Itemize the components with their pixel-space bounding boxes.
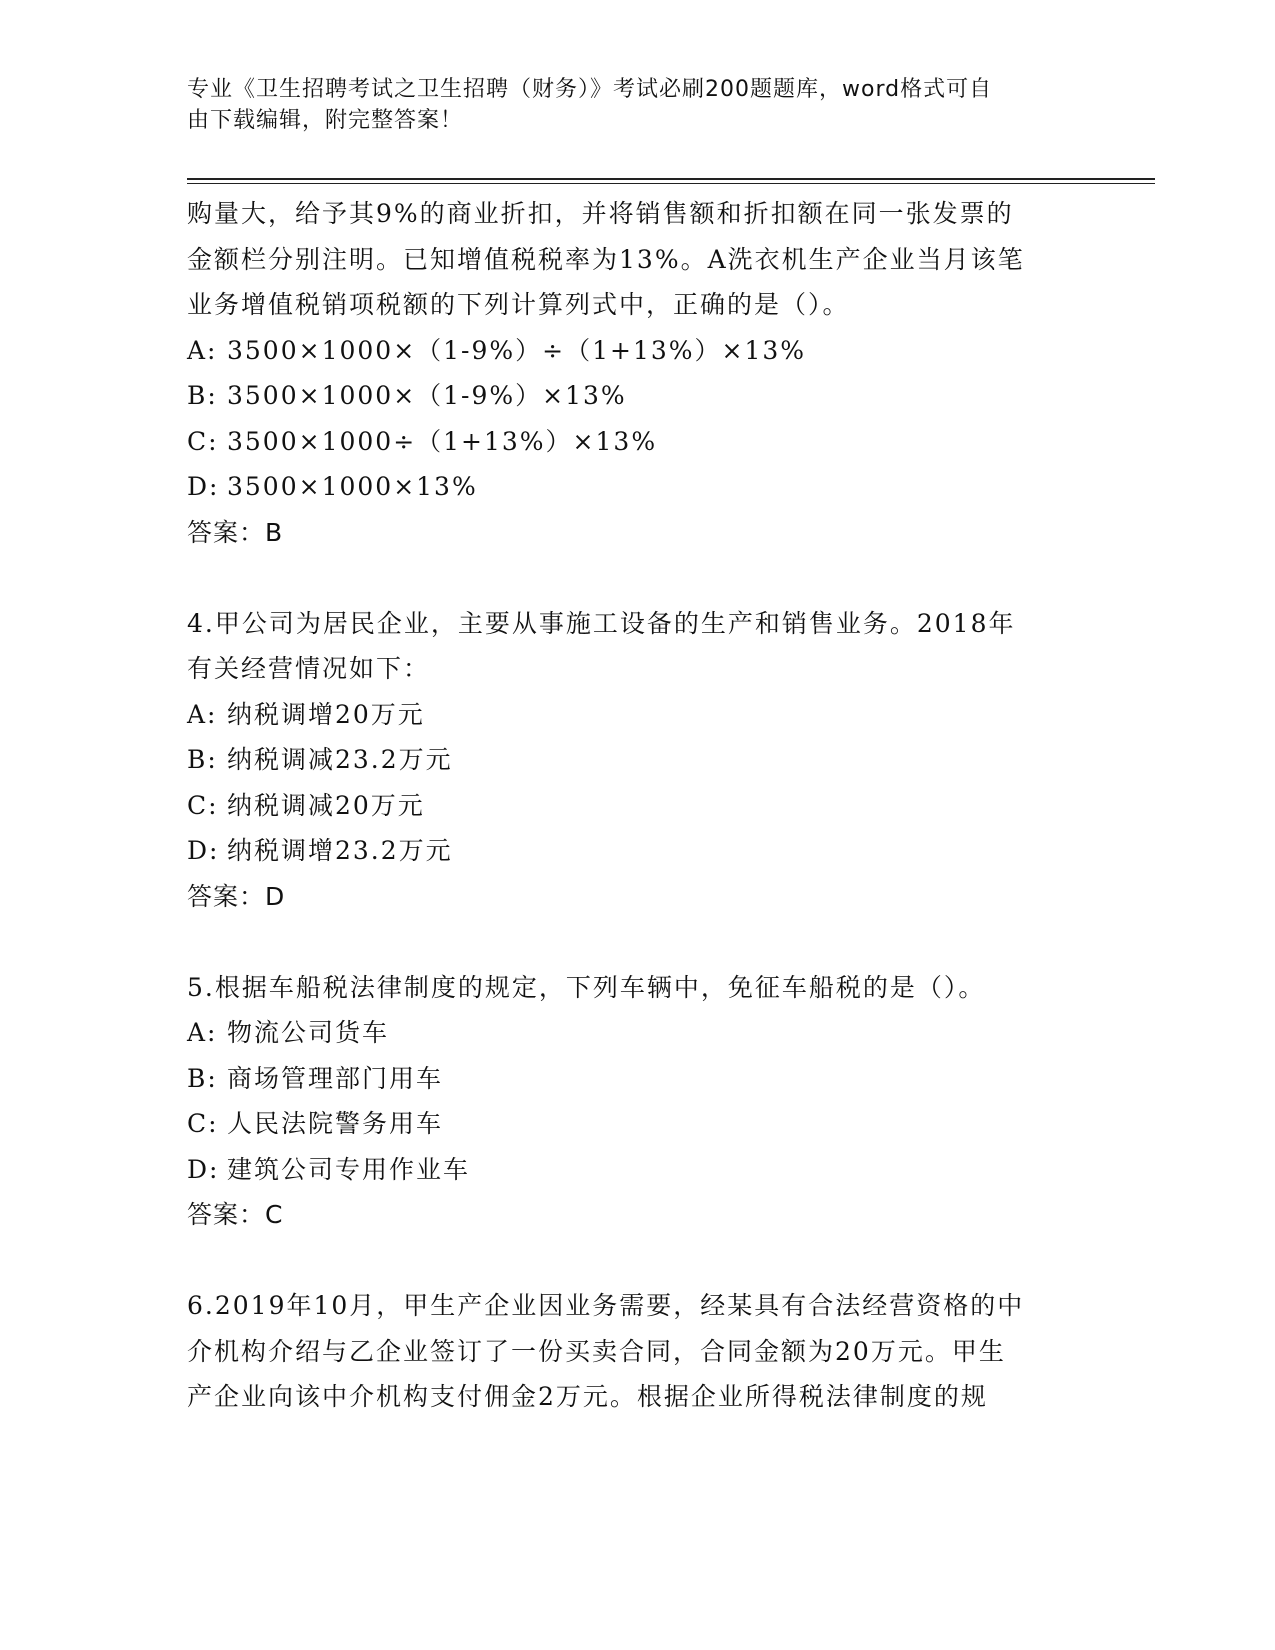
question-3 — [187, 191, 1087, 555]
option-b — [187, 373, 1087, 419]
question-5 — [187, 965, 1087, 1238]
spacer — [187, 919, 1087, 965]
header-line-1: 专业《卫生招聘考试之卫生招聘（财务）》考试必刷200题题库，word格式可自 — [187, 77, 993, 102]
question-6 — [187, 1283, 1087, 1420]
option-a — [187, 692, 1087, 738]
answer-line: 答案：C — [187, 1200, 284, 1229]
option-text: 建筑公司专用作业车 — [227, 1154, 471, 1184]
option-a — [187, 328, 1087, 374]
question-stem-line: 产企业向该中介机构支付佣金2万元。根据企业所得税法律制度的规 — [187, 1382, 988, 1411]
question-stem-line: 介机构介绍与乙企业签订了一份买卖合同，合同金额为20万元。甲生 — [187, 1336, 1006, 1366]
option-d — [187, 1147, 1087, 1193]
option-text: 3500×1000×13% — [227, 472, 478, 501]
option-text: 物流公司货车 — [227, 1018, 390, 1047]
page-header — [187, 74, 1067, 136]
question-content — [187, 191, 1087, 1420]
option-d — [187, 828, 1087, 874]
header-divider-thick — [187, 178, 1155, 180]
option-label: A: — [187, 1018, 218, 1047]
option-d — [187, 464, 1087, 510]
option-text: 纳税调减20万元 — [227, 790, 425, 820]
option-text: 纳税调减23.2万元 — [227, 745, 453, 774]
option-text: 人民法院警务用车 — [227, 1109, 444, 1138]
question-stem-line: 业务增值税销项税额的下列计算列式中，正确的是（）。 — [187, 290, 850, 319]
option-label: D: — [187, 1154, 220, 1184]
spacer — [187, 1238, 1087, 1284]
option-text: 纳税调增23.2万元 — [227, 836, 453, 865]
option-label: B: — [187, 745, 218, 774]
question-4 — [187, 601, 1087, 920]
option-text: 3500×1000÷（1+13%）×13% — [227, 426, 658, 456]
option-c — [187, 1101, 1087, 1147]
question-stem-line: 购量大，给予其9%的商业折扣，并将销售额和折扣额在同一张发票的 — [187, 199, 1014, 228]
option-text: 3500×1000×（1-9%）×13% — [227, 381, 627, 410]
answer-line: 答案：B — [187, 517, 284, 547]
option-label: A: — [187, 335, 218, 365]
option-b — [187, 737, 1087, 783]
question-stem-line: 金额栏分别注明。已知增值税税率为13%。A洗衣机生产企业当月该笔 — [187, 244, 1025, 274]
header-divider-thin — [187, 183, 1155, 184]
spacer — [187, 555, 1087, 601]
answer-line: 答案：D — [187, 881, 286, 911]
option-c — [187, 783, 1087, 829]
option-label: C: — [187, 1109, 219, 1138]
option-label: D: — [187, 836, 220, 865]
option-label: A: — [187, 699, 218, 729]
option-c — [187, 419, 1087, 465]
option-text: 纳税调增20万元 — [227, 699, 425, 729]
question-stem-line: 5.根据车船税法律制度的规定，下列车辆中，免征车船税的是（）。 — [187, 972, 986, 1002]
option-label: B: — [187, 381, 218, 410]
question-stem-line: 6.2019年10月，甲生产企业因业务需要，经某具有合法经营资格的中 — [187, 1291, 1025, 1320]
question-stem-line: 有关经营情况如下： — [187, 654, 431, 683]
option-label: C: — [187, 426, 219, 456]
option-label: D: — [187, 472, 220, 501]
option-label: C: — [187, 790, 219, 820]
option-label: B: — [187, 1063, 218, 1093]
question-stem-line: 4.甲公司为居民企业，主要从事施工设备的生产和销售业务。2018年 — [187, 608, 1016, 638]
option-text: 3500×1000×（1-9%）÷（1+13%）×13% — [227, 335, 807, 365]
option-a — [187, 1010, 1087, 1056]
header-line-2: 由下载编辑，附完整答案！ — [187, 108, 464, 133]
option-text: 商场管理部门用车 — [227, 1063, 444, 1093]
option-b — [187, 1056, 1087, 1102]
